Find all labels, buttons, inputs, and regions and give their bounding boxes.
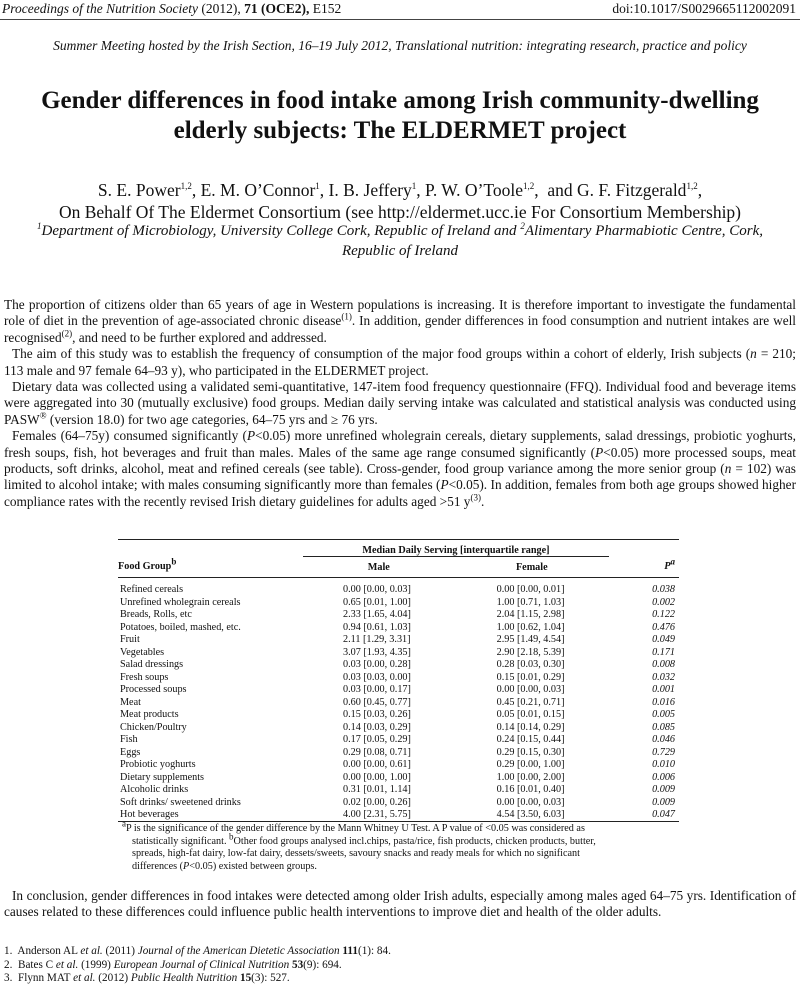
cell-p-value: 0.009 [652, 784, 675, 796]
doi: doi:10.1017/S0029665112002091 [612, 1, 796, 16]
table-footnote: $^a$P is the significance of the gender difference by the Mann Whitney U Test. A P value of <0.05 was considered as statistically significant. $^b$Other food groups analysed incl.chips, pasta/rice, fish products, chicken products, butter, spreads, high-fat dairy, low-fat dairy, dessets/sweets, savoury snacks and ready meals for which no significant differences (P<0.05) existed between groups. [122, 818, 596, 872]
cell-p-value: 0.001 [652, 684, 675, 696]
table-row [118, 746, 679, 759]
cell-p-value: 0.038 [652, 584, 675, 595]
cell-food-group: Fruit [120, 634, 140, 646]
cell-food-group: Breads, Rolls, etc [120, 609, 192, 621]
table-row [118, 596, 679, 609]
table-group-header: Median Daily Serving [interquartile range] [303, 540, 609, 557]
cell-p-value: 0.049 [652, 634, 675, 646]
cell-male: 4.00 [2.31, 5.75] [303, 809, 455, 822]
paragraph-1: The proportion of citizens older than 65 years of age in Western populations is increasing. It is therefore important to investigate the fundamental role of diet in the prevention of age-associated chronic disease$^{(1)}$. In addition, gender differences in food consumption and nutrient intakes are well recognised$^{(2)}$, and need to be further explored and addressed. [4, 297, 796, 345]
table-row [118, 721, 679, 734]
table-row [118, 621, 679, 634]
cell-female: 0.05 [0.01, 0.15] [496, 709, 565, 721]
cell-male: 0.02 [0.00, 0.26] [343, 796, 411, 808]
table-row [118, 609, 679, 622]
cell-male: 0.94 [0.61, 1.03] [343, 621, 411, 633]
cell-female: 0.45 [0.21, 0.71] [496, 696, 565, 708]
cell-p-value: 0.010 [652, 759, 675, 771]
cell-food-group: Fish [120, 734, 138, 746]
cell-female: 0.00 [0.00, 0.01] [496, 584, 565, 595]
table-row [118, 709, 679, 722]
reference-item: 3. Flynn MAT et al. (2012) Public Health Nutrition 15(3): 527. [4, 972, 290, 984]
cell-food-group: Processed soups [120, 684, 187, 696]
cell-female: 0.16 [0.01, 0.40] [496, 784, 565, 796]
cell-female: 0.15 [0.01, 0.29] [496, 671, 565, 683]
cell-p-value: 0.085 [652, 721, 675, 733]
cell-p-value: 0.006 [652, 771, 675, 783]
cell-female: 0.00 [0.00, 0.03] [496, 796, 565, 808]
cell-food-group: Fresh soups [120, 671, 169, 683]
journal-citation: Proceedings of the Nutrition Society (2012), 71 (OCE2), E152 [2, 1, 342, 16]
cell-food-group: Salad dressings [120, 659, 184, 671]
cell-p-value: 0.008 [652, 659, 675, 671]
cell-female: 0.24 [0.15, 0.44] [496, 734, 565, 746]
cell-male: 0.03 [0.00, 0.17] [343, 684, 411, 696]
cell-food-group: Vegetables [120, 646, 165, 658]
cell-male: 0.14 [0.03, 0.29] [343, 721, 411, 733]
reference-item: 2. Bates C et al. (1999) European Journal of Clinical Nutrition 53(9): 694. [4, 958, 342, 971]
cell-food-group: Refined cereals [120, 584, 184, 595]
cell-male: 0.00 [0.00, 0.61] [343, 759, 411, 771]
cell-female: 0.29 [0.00, 1.00] [496, 759, 565, 771]
cell-p-value: 0.016 [652, 696, 675, 708]
paragraph-3: Dietary data was collected using a validated semi-quantitative, 147-item food frequency questionnaire (FFQ). Individual food and beverage items were aggregated into 30 (mutually exclusive) food groups. Median daily serving intake was calculated and statistical analysis was conducted using PASW® (version 18.0) for two age categories, 64–75 yrs and ≥ 76 yrs. [4, 379, 796, 427]
references [4, 945, 391, 986]
cell-food-group: Chicken/Poultry [120, 721, 187, 733]
cell-female: 4.54 [3.50, 6.03] [455, 809, 609, 822]
cell-female: 2.90 [2.18, 5.39] [496, 646, 565, 658]
cell-male: 0.17 [0.05, 0.29] [343, 734, 411, 746]
cell-p-value: 0.009 [652, 796, 675, 808]
consortium-line: On Behalf Of The Eldermet Consortium (see http://eldermet.ucc.ie For Consortium Membership) [58, 202, 742, 222]
cell-food-group: Meat [120, 696, 141, 708]
affiliations: $^1$Department of Microbiology, University College Cork, Republic of Ireland and $^2$Alimentary Pharmabiotic Centre, Cork, Republic of Ireland [37, 221, 763, 259]
cell-food-group: Probiotic yoghurts [120, 759, 196, 771]
cell-male: 0.03 [0.00, 0.28] [343, 659, 411, 671]
cell-p-value: 0.005 [652, 709, 675, 721]
cell-male: 2.33 [1.65, 4.04] [343, 609, 411, 621]
cell-female: 1.00 [0.62, 1.04] [496, 621, 565, 633]
meeting-line: Summer Meeting hosted by the Irish Section, 16–19 July 2012, Translational nutrition: integrating research, practice and policy [53, 38, 747, 53]
cell-male: 0.31 [0.01, 1.14] [343, 784, 411, 796]
cell-p-value: 0.476 [652, 621, 675, 633]
cell-male: 3.07 [1.93, 4.35] [343, 646, 411, 658]
food-intake-table [118, 539, 679, 822]
table-row [118, 634, 679, 647]
paragraph-2: The aim of this study was to establish the frequency of consumption of the major food groups within a cohort of elderly, Irish subjects (n = 210; 113 male and 97 female 64–93 y), who participated in the ELDERMET project. [4, 346, 796, 378]
cell-female: 1.00 [0.71, 1.03] [496, 596, 565, 608]
paragraph-4: Females (64–75y) consumed significantly (P<0.05) more unrefined wholegrain cereals, dietary supplements, salad dressings, probiotic yoghurts, fresh soups, fish, hot beverages and fruit than males. Males of the same age range consumed significantly (P<0.05) more processed soups, meat products, soft drinks, alcohol, meat and refined cereals (see table). Cross-gender, food group variance among the more senior group (n = 102) was limited to alcohol intake; with males consuming significantly more than females (P<0.05). In addition, females from both age groups showed higher compliance rates with the recently revised Irish dietary guidelines for adults aged >51 $y^{(3)}$. [4, 428, 797, 509]
author-list: S. E. Power$^{1,2}$, E. M. O’Connor$^1$, I. B. Jeffery$^1$, P. W. O’Toole$^{1,2}$, and G. F. Fitzgerald$^{1,2}$, On Behalf Of The Eldermet Consortium (see http://eldermet.ucc.ie For Consortium Membership) [10, 179, 790, 223]
cell-food-group: Hot beverages [118, 809, 303, 822]
cell-male: 0.00 [0.00, 0.03] [343, 584, 411, 595]
table-row [118, 696, 679, 709]
cell-male: 0.29 [0.08, 0.71] [343, 746, 411, 758]
cell-male: 0.60 [0.45, 0.77] [343, 696, 411, 708]
conclusion-paragraph: In conclusion, gender differences in food intakes were detected among older Irish adults, especially among males aged 64–75 yrs. Identification of causes related to these differences could influence public health interventions to improve diet and health of the older adults. [4, 888, 796, 920]
cell-male: 0.15 [0.03, 0.26] [343, 709, 411, 721]
cell-food-group: Eggs [120, 746, 141, 758]
cell-female: 2.95 [1.49, 4.54] [496, 634, 565, 646]
table-row [118, 684, 679, 697]
cell-female: 2.04 [1.15, 2.98] [496, 609, 565, 621]
cell-p-value: 0.729 [652, 746, 675, 758]
reference-item: 1. Anderson AL et al. (2011) Journal of the American Dietetic Association 111(1): 84. [4, 945, 391, 957]
abstract-body [4, 297, 796, 510]
cell-female: 0.00 [0.00, 0.03] [496, 684, 565, 696]
cell-p-value: 0.047 [609, 809, 679, 822]
cell-food-group: Dietary supplements [120, 771, 205, 783]
table-row [118, 578, 679, 597]
table-row [118, 659, 679, 672]
cell-p-value: 0.002 [652, 596, 675, 608]
table-row [118, 809, 679, 822]
table-row [118, 796, 679, 809]
header-rule [0, 19, 800, 20]
table-row [118, 759, 679, 772]
article-title: Gender differences in food intake among Irish community-dwelling elderly subjects: The ELDERMET project [41, 87, 759, 144]
col-male: Male [303, 557, 455, 578]
cell-p-value: 0.122 [652, 609, 675, 621]
cell-female: 0.28 [0.03, 0.30] [496, 659, 565, 671]
running-header [0, 0, 800, 18]
cell-p-value: 0.171 [652, 646, 675, 658]
cell-food-group: Soft drinks/ sweetened drinks [120, 796, 241, 808]
col-food-group: Food Group$^b$ [118, 557, 303, 578]
cell-male: 0.65 [0.01, 1.00] [343, 596, 411, 608]
cell-food-group: Alcoholic drinks [120, 784, 189, 796]
table-row [118, 671, 679, 684]
cell-food-group: Meat products [120, 709, 179, 721]
table-row [118, 646, 679, 659]
col-female: Female [455, 557, 609, 578]
cell-food-group: Potatoes, boiled, mashed, etc. [120, 621, 241, 633]
cell-female: 0.14 [0.14, 0.29] [496, 721, 565, 733]
cell-p-value: 0.032 [652, 671, 675, 683]
table-row [118, 771, 679, 784]
table-row [118, 734, 679, 747]
cell-female: 0.29 [0.15, 0.30] [496, 746, 565, 758]
cell-female: 1.00 [0.00, 2.00] [496, 771, 565, 783]
cell-male: 2.11 [1.29, 3.31] [343, 634, 411, 646]
cell-food-group: Unrefined wholegrain cereals [120, 596, 241, 608]
table-row [118, 784, 679, 797]
cell-male: 0.00 [0.00, 1.00] [343, 771, 411, 783]
cell-male: 0.03 [0.03, 0.00] [343, 671, 411, 683]
cell-p-value: 0.046 [652, 734, 675, 746]
col-p-value: $P^a$ [609, 557, 679, 578]
